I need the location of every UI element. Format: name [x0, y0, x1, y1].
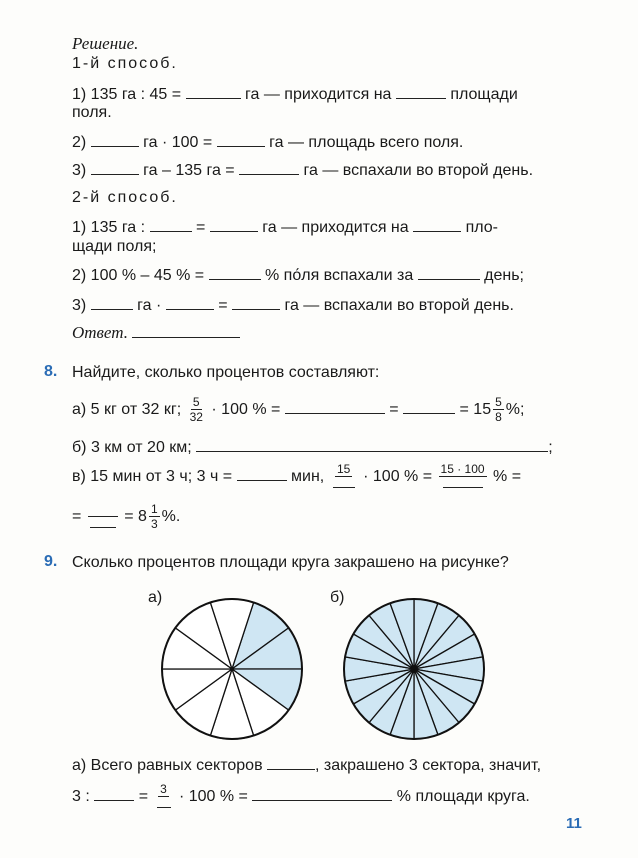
blank[interactable]: [285, 399, 385, 414]
fraction: $\frac{5}{32}$: [189, 395, 203, 425]
blank[interactable]: [333, 477, 355, 488]
blank[interactable]: [217, 132, 265, 147]
w1-line3: 3) га – 135 га = га — вспахали во второй день.: [72, 162, 534, 179]
blank[interactable]: [209, 265, 261, 280]
task9-title: Сколько процентов площади круга закрашено на рисунке?: [72, 554, 509, 571]
blank[interactable]: [403, 399, 455, 414]
task8-b: б) 3 км от 20 км; ;: [72, 439, 553, 456]
circle-sector: [414, 669, 459, 735]
circle-sector: [345, 634, 414, 669]
circle-sector: [369, 669, 414, 735]
circle-sector: [162, 669, 232, 710]
task9-number: 9.: [44, 553, 58, 570]
circle-sector: [414, 634, 483, 669]
task8-number: 8.: [44, 363, 58, 380]
blank[interactable]: [196, 437, 548, 452]
circle-outline: [162, 599, 302, 739]
blank[interactable]: [267, 755, 315, 770]
circle-sector: [175, 669, 232, 736]
w1-line2: 2) га · 100 = га — площадь всего поля.: [72, 134, 464, 151]
answer-line: Ответ.: [72, 323, 240, 344]
circle-sector: [232, 628, 302, 669]
circle-sector: [414, 615, 475, 669]
circle-sector: [232, 669, 289, 736]
way1-heading: 1-й способ.: [72, 55, 178, 72]
circle-sector: [162, 628, 232, 669]
task9-line1: а) Всего равных секторов , закрашено 3 сектора, значит,: [72, 757, 542, 774]
blank[interactable]: [157, 797, 171, 808]
w2-line1-cont: щади поля;: [72, 238, 157, 255]
fraction: 15 · 100: [439, 462, 487, 491]
blank[interactable]: [91, 295, 133, 310]
blank[interactable]: [94, 786, 134, 801]
task8-v: в) 15 мин от 3 ч; 3 ч = мин, 15 · 100 % = 15 · 100 % =: [72, 460, 521, 494]
circle-sector: [175, 602, 232, 669]
task8-a: а) 5 кг от 32 кг; $\frac{5}{32}$ · 100 % = = = 15 $\frac{5}{8}$ %;: [72, 395, 525, 425]
circle-b-label: б): [330, 589, 345, 606]
solution-heading: Решение.: [72, 34, 139, 53]
circle-sector: [344, 657, 414, 681]
blank[interactable]: [239, 160, 299, 175]
blank[interactable]: [418, 265, 480, 280]
page-number: 11: [566, 815, 582, 832]
blank[interactable]: [91, 132, 139, 147]
circle-sector: [414, 669, 475, 723]
fraction: $\frac{5}{8}$: [495, 395, 502, 425]
circle-outline: [344, 599, 484, 739]
w1-line1: 1) 135 га : 45 = га — приходится на площади: [72, 86, 518, 103]
circle-sector: [232, 669, 302, 710]
blank[interactable]: [232, 295, 280, 310]
fraction: [88, 502, 118, 531]
blank[interactable]: [210, 217, 258, 232]
task8-title: Найдите, сколько процентов составляют:: [72, 364, 380, 381]
w1-line1-cont: поля.: [72, 104, 112, 121]
fraction: 3: [155, 782, 173, 811]
blank[interactable]: [413, 217, 461, 232]
circle-sector: [414, 669, 483, 704]
task8-v2: = = 8 $\frac{1}{3}$ %.: [72, 502, 181, 532]
blank[interactable]: [252, 786, 392, 801]
circle-sector: [414, 669, 438, 739]
fraction: 15: [331, 462, 357, 491]
fraction: $\frac{1}{3}$: [150, 502, 158, 532]
circle-sector: [210, 599, 253, 669]
circle-sector: [414, 599, 438, 669]
circle-sector: [353, 669, 414, 723]
blank[interactable]: [90, 517, 116, 528]
circle-sector: [414, 603, 459, 669]
blank[interactable]: [396, 84, 446, 99]
circle-sector: [390, 669, 414, 739]
blank[interactable]: [443, 477, 483, 488]
blank[interactable]: [91, 160, 139, 175]
answer-blank[interactable]: [132, 323, 240, 338]
circle-a-label: а): [148, 589, 163, 606]
blank[interactable]: [150, 217, 192, 232]
circle-sector: [414, 657, 484, 681]
circle-sector: [210, 669, 253, 739]
circle-b: [344, 599, 484, 739]
blank[interactable]: [166, 295, 214, 310]
way2-heading: 2-й способ.: [72, 189, 178, 206]
w2-line1: 1) 135 га : = га — приходится на пло-: [72, 219, 498, 236]
circle-a: [162, 599, 302, 739]
circle-sector: [369, 603, 414, 669]
blank[interactable]: [237, 466, 287, 481]
circle-sector: [353, 615, 414, 669]
blank[interactable]: [186, 84, 241, 99]
circle-sector: [232, 602, 289, 669]
w2-line2: 2) 100 % – 45 % = % по́ля вспахали за день;: [72, 267, 524, 284]
w2-line3: 3) га · = га — вспахали во второй день.: [72, 297, 514, 314]
task9-line2: 3 : = 3 · 100 % = % площади круга.: [72, 780, 530, 814]
circle-sector: [390, 599, 414, 669]
circle-sector: [345, 669, 414, 704]
